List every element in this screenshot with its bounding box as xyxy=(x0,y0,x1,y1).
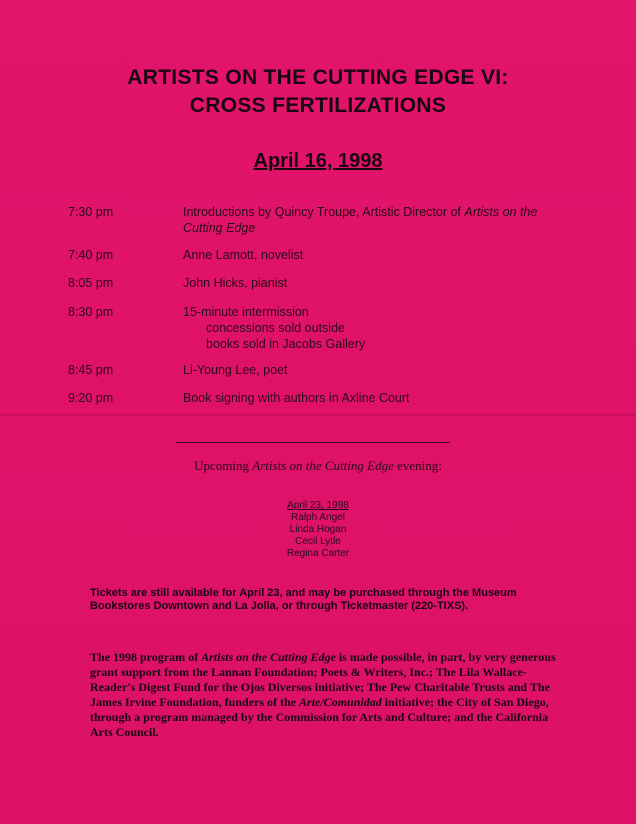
event-date: April 16, 1998 xyxy=(253,150,383,172)
schedule-description: Li-Young Lee, poet xyxy=(183,363,288,377)
schedule-time: 8:30 pm xyxy=(68,305,114,319)
credits-italic-2: Arte/Comunidad xyxy=(299,695,382,709)
upcoming-date: April 23, 1998 xyxy=(287,500,349,511)
upcoming-italic: Artists on the Cutting Edge xyxy=(252,458,394,473)
desc-sub-1: concessions sold outside xyxy=(206,321,345,335)
schedule-time: 7:40 pm xyxy=(68,248,114,262)
schedule-description xyxy=(183,304,563,352)
schedule-time: 8:05 pm xyxy=(68,276,114,290)
credits-italic-1: Artists on the Cutting Edge xyxy=(201,650,336,664)
desc-text: Introductions by Quincy Troupe, Artistic Director of xyxy=(183,205,465,219)
upcoming-suffix: evening: xyxy=(393,458,442,473)
schedule-description: John Hicks, pianist xyxy=(183,276,288,290)
schedule-time: 8:45 pm xyxy=(68,363,114,377)
performer: Ralph Angel xyxy=(291,512,345,523)
upcoming-prefix: Upcoming xyxy=(194,458,253,473)
ticket-info: Tickets are still available for April 23, and may be purchased through the Museum Bookstores Downtown and La Jolla, or through Ticketmaster (220-TIXS). xyxy=(90,587,517,612)
performer: Linda Hogan xyxy=(289,524,347,535)
title-line-2: CROSS FERTILIZATIONS xyxy=(189,94,447,117)
schedule-description: Anne Lamott, novelist xyxy=(183,248,304,262)
credits-text-2: is made possible, in part, by very generous grant support from the Lannan Foundation; Poets & Writers, Inc.; The Lila Wallace-Reader's Digest Fund for the Ojos Diversos initiative; The Pew Charitable Trusts and The James Irvine Foundation, funders of the xyxy=(90,650,556,709)
sponsor-credits xyxy=(90,650,560,740)
credits-text-1: The 1998 program of xyxy=(90,650,202,664)
schedule-description xyxy=(183,204,563,236)
performer: Regina Carter xyxy=(286,548,350,559)
schedule-time: 9:20 pm xyxy=(68,391,114,405)
performer: Cecil Lytle xyxy=(295,536,341,547)
upcoming-heading xyxy=(0,458,636,474)
credits-text-3: initiative; the City of San Diego, through a program managed by the Commission for Arts and Culture; and the California Arts Council. xyxy=(90,695,549,739)
desc-italic: Artists on the Cutting Edge xyxy=(183,205,538,235)
divider-rule xyxy=(176,442,450,443)
upcoming-lineup xyxy=(0,500,636,560)
title-line-1: ARTISTS ON THE CUTTING EDGE VI: xyxy=(127,66,509,89)
desc-sub-2: books sold in Jacobs Gallery xyxy=(206,337,366,351)
schedule-description: Book signing with authors in Axline Court xyxy=(183,391,410,405)
desc-main: 15-minute intermission xyxy=(183,305,309,319)
schedule-time: 7:30 pm xyxy=(68,205,114,219)
